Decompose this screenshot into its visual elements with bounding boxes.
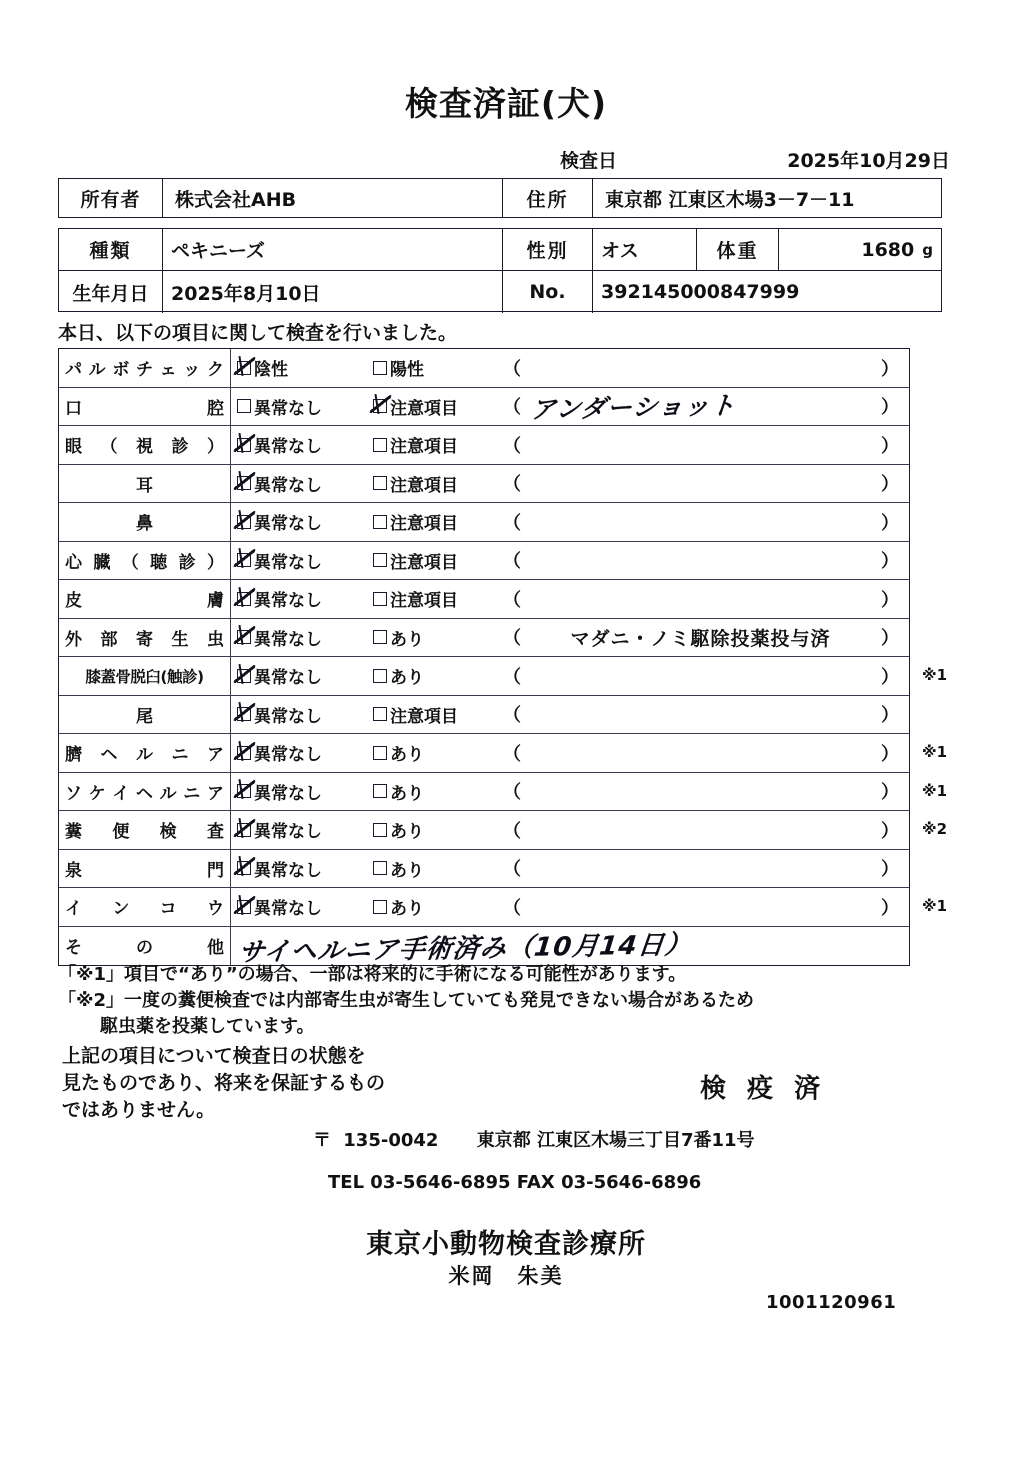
inspection-row-label — [59, 542, 231, 580]
note-paren-close: ） — [881, 435, 899, 457]
checkbox-checked-icon[interactable] — [237, 361, 251, 375]
checkbox-option-2[interactable] — [373, 548, 458, 573]
checkbox-checked-icon[interactable] — [237, 630, 251, 644]
label-char: 眼 — [65, 437, 82, 458]
postal-mark-icon: 〒 — [313, 1130, 331, 1151]
label-char: パ — [65, 360, 82, 381]
inspection-row-body — [231, 426, 909, 464]
inspection-row-label — [59, 773, 231, 811]
checkbox-option-2[interactable] — [373, 355, 424, 380]
inspection-row — [59, 349, 909, 388]
inspection-row-label — [59, 580, 231, 618]
inspector-name: 米岡 朱美 — [448, 1264, 564, 1288]
asterisk-marker — [916, 387, 976, 426]
label-char: イ — [65, 899, 82, 920]
label-char: 生 — [171, 629, 189, 650]
inspection-row-body — [231, 734, 909, 772]
inspection-row-label — [59, 426, 231, 464]
checkbox-icon[interactable] — [373, 361, 387, 375]
note-paren-open: （ — [503, 589, 521, 611]
checkbox-label: 異常なし — [254, 668, 322, 689]
disclaimer-statement — [62, 1043, 385, 1124]
inspection-row — [59, 657, 909, 696]
label-char: ア — [207, 745, 224, 766]
checkbox-checked-icon[interactable] — [373, 399, 387, 413]
checkbox-option-1[interactable] — [237, 894, 322, 919]
inspection-row — [59, 503, 909, 542]
checkbox-option-1[interactable] — [237, 663, 322, 688]
zip-code: 135-0042 — [343, 1130, 439, 1151]
label-char: ッ — [183, 360, 201, 381]
animal-info-row-1 — [59, 229, 941, 271]
checkbox-option-1[interactable] — [237, 509, 322, 534]
checkbox-option-1[interactable] — [237, 394, 322, 419]
inspection-row-body — [231, 657, 909, 695]
checkbox-label: 注意項目 — [390, 437, 458, 458]
checkbox-checked-icon[interactable] — [237, 900, 251, 914]
checkbox-checked-icon[interactable] — [237, 515, 251, 529]
checkbox-label: 注意項目 — [390, 591, 458, 612]
note-paren-open: （ — [503, 397, 521, 419]
tel-fax-line: TEL 03-5646-6895 FAX 03-5646-6896 — [328, 1172, 702, 1193]
inspection-row — [59, 734, 909, 773]
label-char: そ — [65, 938, 82, 959]
note-paren-close: ） — [881, 628, 899, 650]
exam-date-label: 検査日 — [560, 150, 618, 172]
checkbox-label: あり — [390, 668, 424, 689]
note-paren-open: （ — [503, 820, 521, 842]
weight-unit: g — [922, 240, 933, 259]
inspection-note: マダニ・ノミ駆除投薬投与済 — [570, 627, 831, 650]
label-char: ソ — [65, 783, 82, 804]
note-paren-close: ） — [881, 820, 899, 842]
checkbox-option-1[interactable] — [237, 817, 322, 842]
animal-info-table — [58, 228, 942, 312]
inspection-row-body — [231, 773, 909, 811]
sex-value: オス — [593, 229, 697, 270]
inspection-row — [59, 542, 909, 581]
label-char: 腔 — [207, 398, 224, 419]
clinic-address: 東京都 江東区木場三丁目7番11号 — [476, 1130, 755, 1151]
inspection-row-label: 鼻 — [59, 503, 231, 541]
checkbox-option-2[interactable] — [373, 394, 458, 419]
inspection-row-label — [59, 349, 231, 387]
checkbox-label: 異常なし — [254, 437, 322, 458]
checkbox-checked-icon[interactable] — [237, 438, 251, 452]
checkbox-icon[interactable] — [373, 746, 387, 760]
sex-label: 性別 — [503, 229, 593, 270]
checkbox-label: あり — [390, 629, 424, 650]
weight-label: 体重 — [697, 229, 779, 270]
checkbox-option-2[interactable] — [373, 817, 424, 842]
checkbox-option-2[interactable] — [373, 856, 424, 881]
inspection-row — [59, 773, 909, 812]
footnote-2-line2: 駆虫薬を投薬しています。 — [100, 1016, 315, 1038]
inspection-row-body — [231, 619, 909, 657]
handwritten-note: サイヘルニア手術済み（10月14日） — [236, 929, 694, 968]
label-char: 門 — [207, 860, 224, 881]
label-char: 臍 — [65, 745, 82, 766]
checkbox-checked-icon[interactable] — [237, 553, 251, 567]
checkbox-label: 異常なし — [254, 398, 322, 419]
disclaimer-line-3: ではありません。 — [62, 1098, 216, 1121]
note-paren-close: ） — [881, 743, 899, 765]
label-char: 査 — [206, 822, 224, 843]
checkbox-icon[interactable] — [373, 553, 387, 567]
checkbox-icon[interactable] — [373, 707, 387, 721]
inspection-row-body — [231, 580, 909, 618]
checkbox-option-1[interactable] — [237, 702, 322, 727]
inspection-row-label — [59, 888, 231, 926]
checkbox-option-1[interactable] — [237, 355, 288, 380]
checkbox-option-1[interactable] — [237, 740, 322, 765]
postal-address-line — [313, 1126, 755, 1152]
inspection-row-body — [231, 388, 909, 426]
label-char: ア — [206, 783, 224, 804]
note-paren-open: （ — [503, 705, 521, 727]
inspection-row-label: 耳 — [59, 465, 231, 503]
checkbox-label: 異常なし — [254, 475, 322, 496]
asterisk-marker — [916, 695, 976, 734]
checkbox-label: 異常なし — [254, 514, 322, 535]
label-char: （ — [100, 437, 118, 458]
label-char: 診 — [178, 552, 196, 573]
checkbox-label: 異常なし — [254, 783, 322, 804]
checkbox-label: あり — [390, 745, 424, 766]
checkbox-checked-icon[interactable] — [237, 861, 251, 875]
checkbox-icon[interactable] — [373, 823, 387, 837]
label-char: ル — [159, 783, 177, 804]
microchip-no-label: No. — [503, 271, 593, 313]
owner-table — [58, 178, 942, 218]
reference-number: 1001120961 — [766, 1292, 897, 1313]
checkbox-label: 異常なし — [254, 860, 322, 881]
asterisk-marker — [916, 541, 976, 580]
label-char: ボ — [112, 360, 130, 381]
owner-name: 株式会社AHB — [163, 179, 503, 217]
checkbox-checked-icon[interactable] — [237, 592, 251, 606]
asterisk-marker: ※1 — [922, 781, 948, 800]
label-char: ヘ — [100, 745, 118, 766]
checkbox-option-1[interactable] — [237, 779, 322, 804]
checkbox-label: 異常なし — [254, 591, 322, 612]
label-char: 検 — [159, 822, 177, 843]
checkbox-checked-icon[interactable] — [237, 707, 251, 721]
label-char: 診 — [171, 437, 189, 458]
kind-value: ペキニーズ — [163, 229, 503, 270]
inspection-row — [59, 811, 909, 850]
inspection-row-label: 膝蓋骨脱臼(触診) — [59, 657, 231, 695]
label-char: ン — [112, 899, 130, 920]
label-char: 皮 — [65, 591, 82, 612]
note-paren-open: （ — [503, 551, 521, 573]
note-paren-close: ） — [881, 666, 899, 688]
asterisk-marker — [916, 926, 976, 965]
label-char: 口 — [65, 398, 82, 419]
checkbox-option-2[interactable] — [373, 509, 458, 534]
note-paren-close: ） — [881, 705, 899, 727]
birthdate-label: 生年月日 — [59, 271, 163, 313]
kind-label: 種類 — [59, 229, 163, 270]
asterisk-marker: ※1 — [922, 743, 948, 762]
inspection-row-label — [59, 619, 231, 657]
checkbox-checked-icon[interactable] — [237, 669, 251, 683]
checkbox-option-1[interactable] — [237, 856, 322, 881]
note-paren-open: （ — [503, 859, 521, 881]
checkbox-option-2[interactable] — [373, 471, 458, 496]
checkbox-option-2[interactable] — [373, 779, 424, 804]
inspection-items-table — [58, 348, 910, 966]
checkbox-label: 注意項目 — [390, 706, 458, 727]
note-paren-open: （ — [503, 897, 521, 919]
checkbox-icon[interactable] — [373, 784, 387, 798]
checkbox-label: あり — [390, 860, 424, 881]
checkbox-label: 陰性 — [254, 360, 288, 381]
label-char: 外 — [65, 629, 82, 650]
checkbox-label: 異常なし — [254, 822, 322, 843]
note-paren-open: （ — [503, 782, 521, 804]
label-char: コ — [159, 899, 177, 920]
handwritten-note: アンダーショット — [529, 391, 738, 425]
checkbox-icon[interactable] — [373, 861, 387, 875]
checkbox-option-1[interactable] — [237, 471, 322, 496]
checkbox-option-1[interactable] — [237, 548, 322, 573]
checkbox-option-1[interactable] — [237, 432, 322, 457]
checkbox-option-2[interactable] — [373, 586, 458, 611]
note-paren-open: （ — [503, 435, 521, 457]
inspection-row — [59, 850, 909, 889]
asterisk-marker — [916, 849, 976, 888]
inspection-row-body — [231, 349, 909, 387]
label-char: ケ — [88, 783, 106, 804]
inspection-row-label — [59, 850, 231, 888]
inspection-row — [59, 888, 909, 927]
checkbox-label: あり — [390, 822, 424, 843]
inspection-row — [59, 927, 909, 966]
inspection-row — [59, 619, 909, 658]
note-paren-close: ） — [881, 397, 899, 419]
note-paren-close: ） — [881, 358, 899, 380]
footnotes — [58, 962, 938, 1040]
note-paren-close: ） — [881, 897, 899, 919]
checkbox-checked-icon[interactable] — [237, 784, 251, 798]
owner-label: 所有者 — [59, 179, 163, 217]
inspection-row-label: 尾 — [59, 696, 231, 734]
checkbox-label: 異常なし — [254, 899, 322, 920]
asterisk-marker — [916, 425, 976, 464]
note-paren-open: （ — [503, 474, 521, 496]
inspection-row-label — [59, 927, 231, 966]
disclaimer-line-1: 上記の項目について検査日の状態を — [62, 1045, 366, 1067]
inspection-row — [59, 388, 909, 427]
checkbox-option-2[interactable] — [373, 432, 458, 457]
inspection-row — [59, 465, 909, 504]
label-char: ヘ — [135, 783, 153, 804]
checkbox-label: 注意項目 — [390, 552, 458, 573]
checkbox-label: 異常なし — [254, 552, 322, 573]
exam-date-value: 2025年10月29日 — [787, 150, 950, 172]
label-char: の — [136, 938, 153, 959]
weight-value-cell — [779, 229, 941, 270]
note-paren-close: ） — [881, 512, 899, 534]
label-char: 寄 — [136, 629, 153, 650]
note-paren-open: （ — [503, 358, 521, 380]
checkbox-icon[interactable] — [237, 399, 251, 413]
exam-date-row — [560, 146, 950, 173]
label-char: ニ — [171, 745, 189, 766]
label-char: 聴 — [150, 552, 168, 573]
inspection-row-label — [59, 811, 231, 849]
label-char: ェ — [159, 360, 177, 381]
checkbox-option-1[interactable] — [237, 625, 322, 650]
checkbox-option-2[interactable] — [373, 663, 424, 688]
label-char: ニ — [183, 783, 201, 804]
asterisk-marker — [916, 464, 976, 503]
checkbox-label: 異常なし — [254, 706, 322, 727]
note-paren-close: ） — [881, 859, 899, 881]
checkbox-checked-icon[interactable] — [237, 476, 251, 490]
quarantine-stamp: 検 疫 済 — [700, 1074, 827, 1104]
label-char: 糞 — [65, 822, 82, 843]
inspection-row-body — [231, 850, 909, 888]
checkbox-label: 注意項目 — [390, 475, 458, 496]
checkbox-label: 異常なし — [254, 745, 322, 766]
asterisk-marker — [916, 618, 976, 657]
birthdate-value: 2025年8月10日 — [163, 271, 503, 313]
label-char: 他 — [207, 938, 224, 959]
inspection-row-body — [231, 503, 909, 541]
label-char: ル — [88, 360, 106, 381]
checkbox-label: 注意項目 — [390, 514, 458, 535]
owner-address-label: 住所 — [503, 179, 593, 217]
label-char: 泉 — [65, 860, 82, 881]
checkbox-label: あり — [390, 783, 424, 804]
checkbox-label: 注意項目 — [390, 398, 458, 419]
inspection-row-body — [231, 811, 909, 849]
label-char: ル — [136, 745, 153, 766]
note-paren-close: ） — [881, 474, 899, 496]
label-char: 視 — [136, 437, 153, 458]
note-paren-open: （ — [503, 743, 521, 765]
label-char: 臓 — [93, 552, 111, 573]
disclaimer-line-2: 見たものであり、将来を保証するもの — [62, 1071, 386, 1094]
animal-info-row-2 — [59, 271, 941, 313]
checkbox-icon[interactable] — [373, 515, 387, 529]
weight-value: 1680 — [861, 238, 915, 261]
note-paren-open: （ — [503, 666, 521, 688]
page-title: 検査済証(犬) — [404, 84, 608, 123]
checkbox-icon[interactable] — [373, 438, 387, 452]
label-char: （ — [121, 552, 139, 573]
microchip-no-value: 392145000847999 — [601, 281, 800, 303]
label-char: 心 — [65, 552, 82, 573]
note-paren-open: （ — [503, 512, 521, 534]
checkbox-option-2[interactable] — [373, 740, 424, 765]
asterisk-marker — [916, 579, 976, 618]
label-char: ウ — [206, 899, 224, 920]
checkbox-label: 陽性 — [390, 360, 424, 381]
asterisk-marker: ※2 — [922, 820, 948, 839]
note-paren-open: （ — [503, 628, 521, 650]
inspection-row — [59, 580, 909, 619]
asterisk-marker — [916, 502, 976, 541]
asterisk-marker: ※1 — [922, 666, 948, 685]
label-char: 部 — [100, 629, 118, 650]
checkbox-checked-icon[interactable] — [237, 746, 251, 760]
inspection-row-label — [59, 388, 231, 426]
clinic-name: 東京小動物検査診療所 — [366, 1229, 646, 1260]
intro-text: 本日、以下の項目に関して検査を行いました。 — [58, 322, 458, 344]
label-char: 便 — [112, 822, 130, 843]
inspection-row-body — [231, 927, 909, 966]
label-char: ク — [206, 360, 224, 381]
inspection-row-label — [59, 734, 231, 772]
inspection-row-body — [231, 465, 909, 503]
checkbox-icon[interactable] — [373, 669, 387, 683]
asterisk-marker — [916, 348, 976, 387]
checkbox-icon[interactable] — [373, 630, 387, 644]
checkbox-icon[interactable] — [373, 900, 387, 914]
inspection-row — [59, 696, 909, 735]
checkbox-option-2[interactable] — [373, 894, 424, 919]
checkbox-label: あり — [390, 899, 424, 920]
checkbox-option-1[interactable] — [237, 586, 322, 611]
checkbox-label: 異常なし — [254, 629, 322, 650]
checkbox-option-2[interactable] — [373, 625, 424, 650]
inspection-row-body — [231, 888, 909, 926]
checkbox-option-2[interactable] — [373, 702, 458, 727]
label-char: チ — [135, 360, 153, 381]
inspection-row-body — [231, 542, 909, 580]
inspection-row-body — [231, 696, 909, 734]
label-char: イ — [112, 783, 130, 804]
footnote-2-line1: 「※2」一度の糞便検査では内部寄生虫が寄生していても発見できない場合があるため — [58, 990, 755, 1012]
label-char: 膚 — [207, 591, 224, 612]
label-char: ） — [206, 552, 224, 573]
inspection-row — [59, 426, 909, 465]
note-paren-close: ） — [881, 551, 899, 573]
checkbox-checked-icon[interactable] — [237, 823, 251, 837]
owner-address: 東京都 江東区木場3－7－11 — [605, 188, 855, 211]
checkbox-icon[interactable] — [373, 476, 387, 490]
label-char: ） — [207, 437, 224, 458]
asterisk-marker: ※1 — [922, 897, 948, 916]
label-char: 虫 — [207, 629, 224, 650]
note-paren-close: ） — [881, 589, 899, 611]
checkbox-icon[interactable] — [373, 592, 387, 606]
note-paren-close: ） — [881, 782, 899, 804]
footnote-1: 「※1」項目で“あり”の場合、一部は将来的に手術になる可能性があります。 — [58, 964, 687, 985]
